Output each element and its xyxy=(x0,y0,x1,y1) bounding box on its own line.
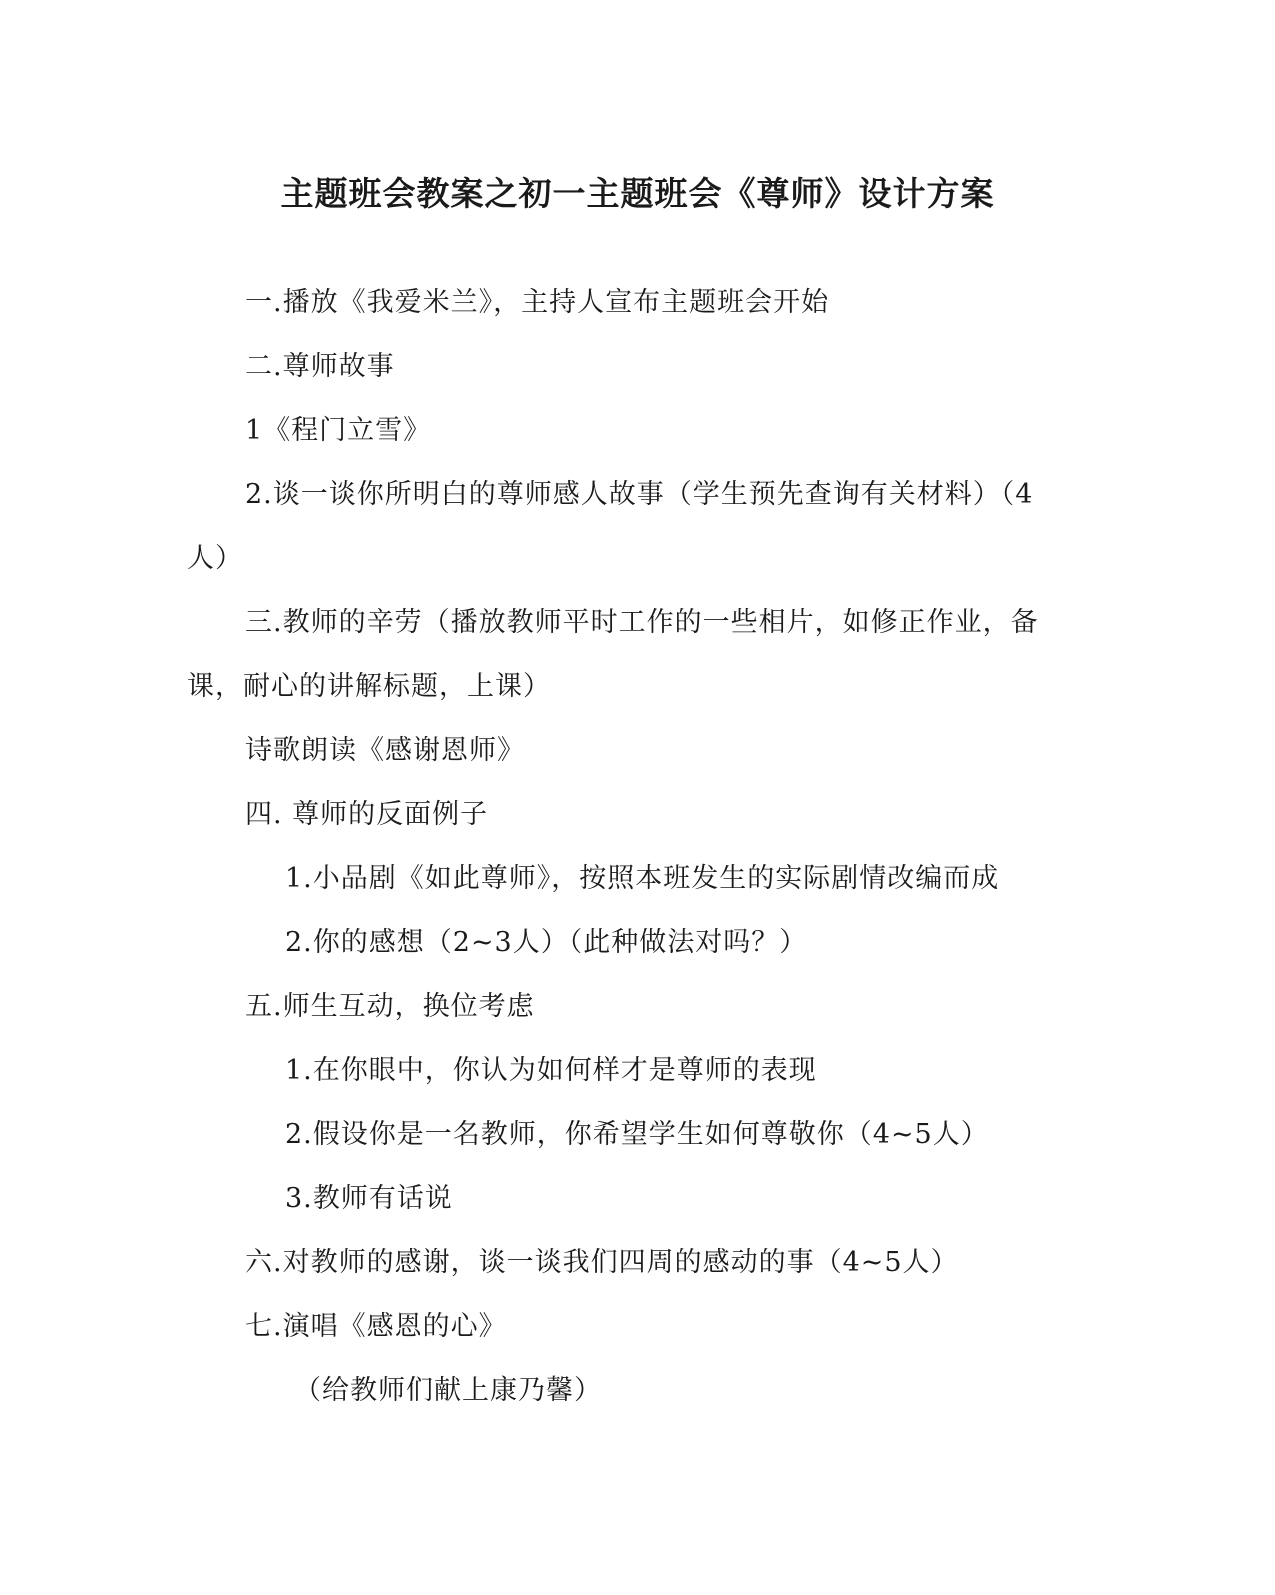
section-3-poem: 诗歌朗读《感谢恩师》 xyxy=(245,735,525,766)
section-5-heading: 五.师生互动，换位考虑 xyxy=(245,991,535,1022)
section-7-note: （给教师们献上康乃馨） xyxy=(294,1375,602,1406)
section-3-heading-continued: 课，耐心的讲解标题，上课） xyxy=(187,671,551,702)
section-2-heading: 二.尊师故事 xyxy=(245,351,395,382)
document-title: 主题班会教案之初一主题班会《尊师》设计方案 xyxy=(280,174,995,213)
section-2-item-1: 1《程门立雪》 xyxy=(245,415,432,446)
section-4-heading: 四. 尊师的反面例子 xyxy=(245,799,489,830)
section-4-item-2: 2.你的感想（2~3人）（此种做法对吗？） xyxy=(285,927,808,958)
section-3-heading: 三.教师的辛劳（播放教师平时工作的一些相片，如修正作业，备 xyxy=(245,607,1039,638)
section-7-heading: 七.演唱《感恩的心》 xyxy=(245,1311,507,1342)
section-1-heading: 一.播放《我爱米兰》，主持人宣布主题班会开始 xyxy=(245,287,830,318)
section-5-item-2: 2.假设你是一名教师，你希望学生如何尊敬你（4~5人） xyxy=(285,1119,989,1150)
section-5-item-1: 1.在你眼中，你认为如何样才是尊师的表现 xyxy=(285,1055,817,1086)
section-6-heading: 六.对教师的感谢，谈一谈我们四周的感动的事（4~5人） xyxy=(245,1247,959,1278)
section-2-item-2: 2.谈一谈你所明白的尊师感人故事（学生预先查询有关材料）（4 xyxy=(245,479,1034,510)
section-4-item-1: 1.小品剧《如此尊师》，按照本班发生的实际剧情改编而成 xyxy=(285,863,1000,894)
section-2-item-2-continued: 人） xyxy=(187,543,243,574)
section-5-item-3: 3.教师有话说 xyxy=(285,1183,453,1214)
